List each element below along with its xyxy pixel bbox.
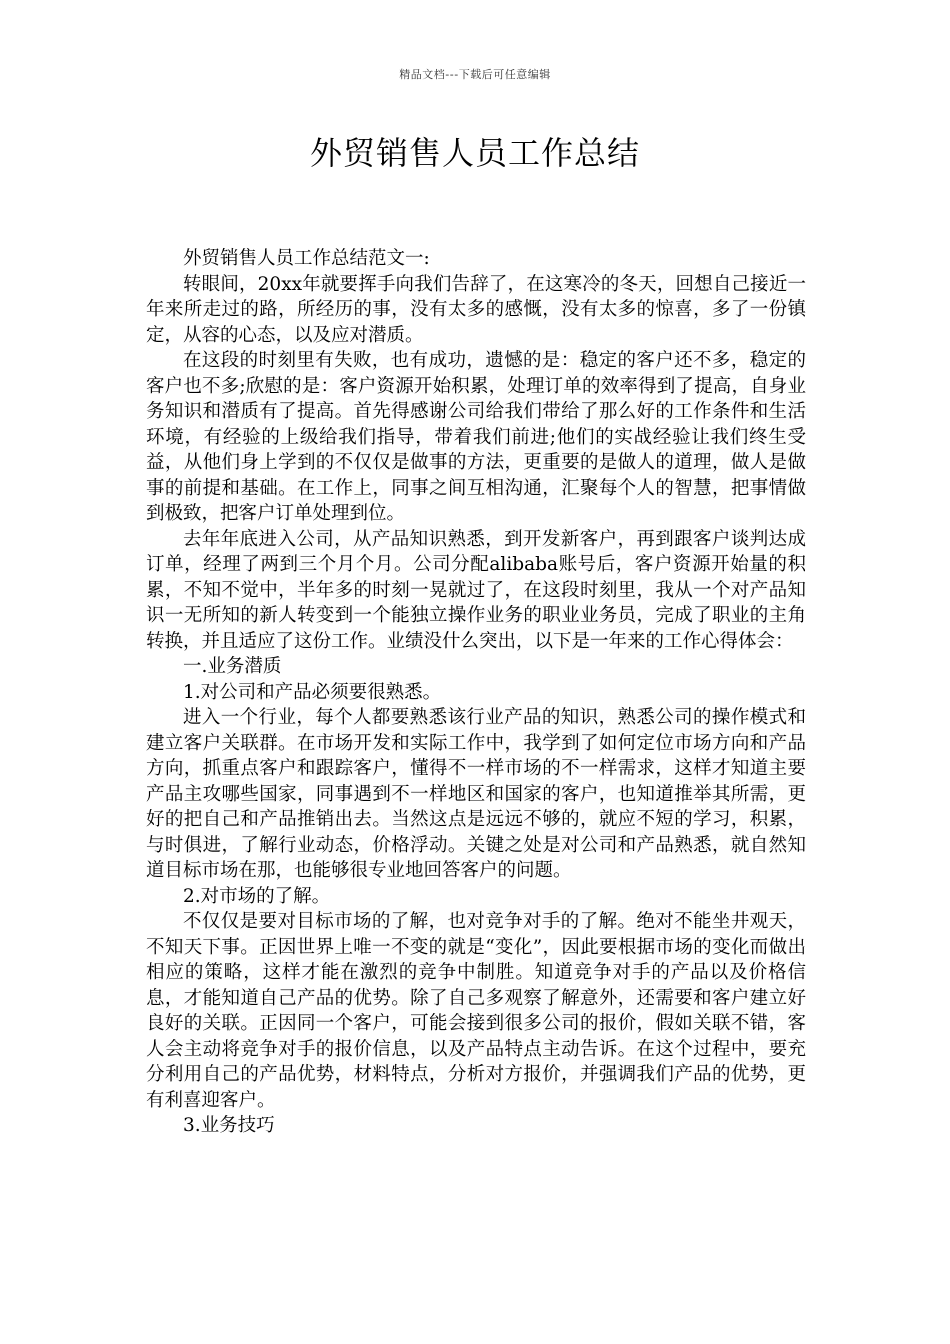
document-body [146,246,806,1139]
section-heading: 一.业务潜质 [183,656,282,677]
subsection-heading: 2.对市场的了解。 [183,885,331,907]
subsection-heading: 3.业务技巧 [183,1115,275,1136]
paragraph: 去年年底进入公司，从产品知识熟悉，到开发新客户，再到跟客户谈判达成订单，经理了两到三个月个月。公司分配alibaba账号后，客户资源开始量的积累，不知不觉中，半年多的时刻一晃就过了，在这段时刻里，我从一个对产品知识一无所知的新人转变到一个能独立操作业务的职业业务员，完成了职业的主角转换，并且适应了这份工作。业绩没什么突出，以下是一年来的工作心得体会： [146,528,806,652]
paragraph-intro: 外贸销售人员工作总结范文一: [183,248,430,269]
paragraph: 在这段的时刻里有失败，也有成功，遗憾的是：稳定的客户还不多，稳定的客户也不多;欣慰的是：客户资源开始积累，处理订单的效率得到了提高，自身业务知识和潜质有了提高。首先得感谢公司给我们带给了那么好的工作条件和生活环境，有经验的上级给我们指导，带着我们前进;他们的实战经验让我们终生受益，从他们身上学到的不仅仅是做事的方法，更重要的是做人的道理，做人是做事的前提和基础。在工作上，同事之间互相沟通，汇聚每个人的智慧，把事情做到极致，把客户订单处理到位。 [146,350,806,524]
subsection-heading: 1.对公司和产品必须要很熟悉。 [183,681,442,703]
page-header-note: 精品文档---下载后可任意编辑 [399,68,551,81]
document-title: 外贸销售人员工作总结 [309,134,640,172]
paragraph: 不仅仅是要对目标市场的了解，也对竞争对手的了解。绝对不能坐井观天，不知天下事。正因世界上唯一不变的就是“变化”，因此要根据市场的变化而做出相应的策略，这样才能在激烈的竞争中制胜。知道竞争对手的产品以及价格信息，才能知道自己产品的优势。除了自己多观察了解意外，还需要和客户建立好良好的关联。正因同一个客户，可能会接到很多公司的报价，假如关联不错，客人会主动将竞争对手的报价信息，以及产品特点主动告诉。在这个过程中，要充分利用自己的产品优势，材料特点，分析对方报价，并强调我们产品的优势，更有利喜迎客户。 [146,911,806,1111]
paragraph: 进入一个行业，每个人都要熟悉该行业产品的知识，熟悉公司的操作模式和建立客户关联群。在市场开发和实际工作中，我学到了如何定位市场方向和产品方向，抓重点客户和跟踪客户，懂得不一样市场的不一样需求，这样才知道主要产品主攻哪些国家，同事遇到不一样地区和国家的客户，也知道推举其所需，更好的把自己和产品推销出去。当然这点是远远不够的，就应不短的学习，积累，与时俱进，了解行业动态，价格浮动。关键之处是对公司和产品熟悉，就自然知道目标市场在那，也能够很专业地回答客户的问题。 [146,707,806,881]
paragraph: 转眼间，20xx年就要挥手向我们告辞了，在这寒冷的冬天，回想自己接近一年来所走过的路，所经历的事，没有太多的感慨，没有太多的惊喜，多了一份镇定，从容的心态，以及应对潜质。 [146,273,806,346]
